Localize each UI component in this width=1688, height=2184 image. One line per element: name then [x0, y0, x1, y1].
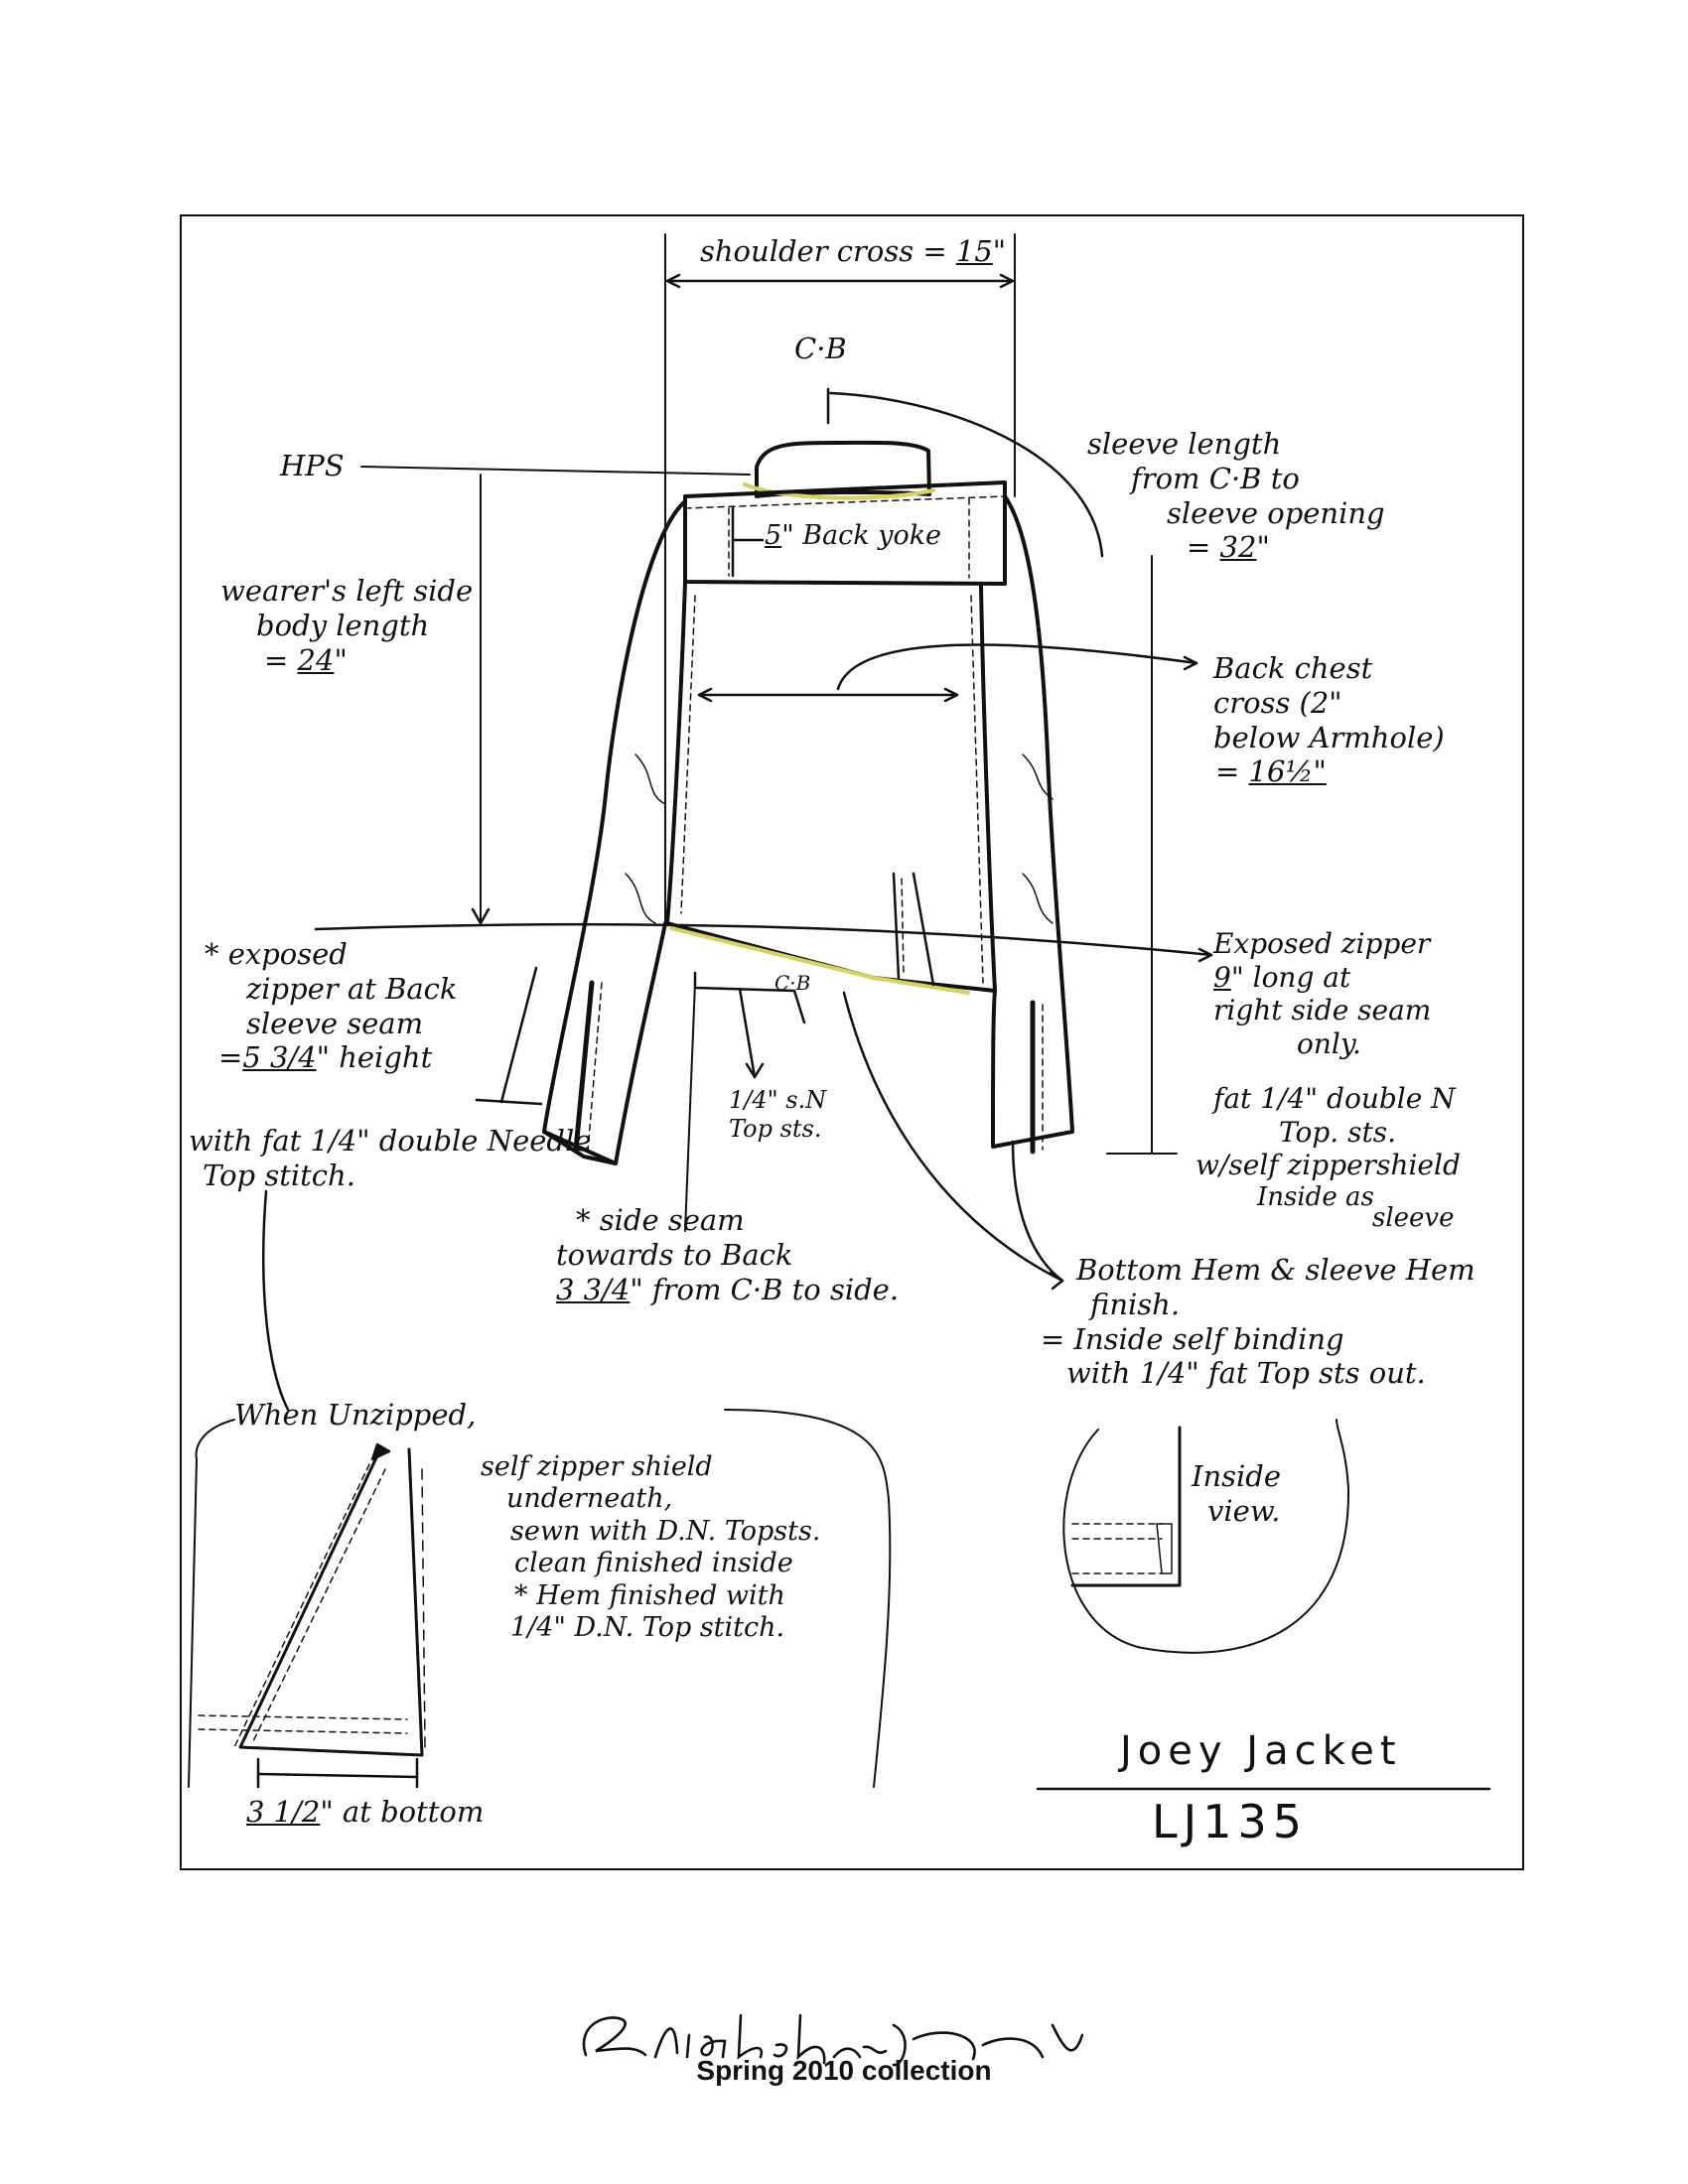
double-needle-line-2: Top stitch. — [203, 1158, 355, 1192]
back-yoke-note — [765, 520, 941, 552]
double-needle-note — [189, 1124, 591, 1193]
top-stitch-line-2: Top. sts. — [1279, 1115, 1396, 1149]
unzipped-line-6: 1/4" D.N. Top stitch. — [510, 1611, 785, 1643]
double-needle-line-1: with fat 1/4" double Needle — [189, 1124, 592, 1158]
sleeve-length-line-1: sleeve length — [1087, 427, 1282, 461]
zipper-shield-line: w/self zippershield — [1196, 1149, 1461, 1182]
exposed-zipper-side-line-1: Exposed zipper — [1213, 927, 1431, 960]
back-chest-line-3: below Armhole) — [1213, 720, 1445, 754]
top-stitch-line-1: fat 1/4" double N — [1213, 1082, 1456, 1115]
hem-finish-line-2: finish. — [1090, 1287, 1181, 1321]
bottom-width-value: 3 1/2 — [246, 1795, 321, 1829]
inside-view-detail — [1063, 1420, 1348, 1653]
body-length-value: 24 — [297, 642, 335, 677]
exposed-zipper-side-unit: " long at — [1230, 960, 1351, 994]
center-back-bottom-label: C·B — [774, 971, 811, 995]
back-chest-value: 16½" — [1248, 754, 1327, 789]
hps-label: HPS — [280, 449, 345, 482]
exposed-zipper-back-unit: " height — [316, 1040, 433, 1075]
single-needle-note — [729, 1086, 826, 1144]
back-chest-note — [1213, 651, 1445, 789]
side-seam-line-1: * side seam — [576, 1203, 745, 1237]
exposed-zipper-back-line-1: * exposed — [205, 937, 348, 971]
exposed-zipper-side-value: 9 — [1213, 960, 1231, 994]
single-needle-line-2: Top sts. — [729, 1114, 822, 1143]
back-chest-line-2: cross (2" — [1213, 685, 1342, 720]
exposed-zipper-side-line-2: right side seam — [1213, 994, 1432, 1027]
side-seam-value: 3 3/4 — [556, 1272, 631, 1306]
body-length-eq: = — [264, 642, 289, 677]
unzipped-line-1: self zipper shield — [481, 1451, 713, 1482]
single-needle-line-1: 1/4" s.N — [729, 1086, 827, 1114]
exposed-zipper-back-line-3: sleeve seam — [246, 1006, 424, 1040]
hem-finish-line-3: = Inside self binding — [1041, 1321, 1344, 1356]
shoulder-cross-unit: " — [992, 234, 1007, 268]
hem-finish-line-4: with 1/4" fat Top sts out. — [1066, 1356, 1426, 1391]
back-chest-line-1: Back chest — [1213, 651, 1373, 685]
unzipped-title: When Unzipped, — [234, 1398, 477, 1432]
back-yoke-value: 5 — [765, 520, 782, 551]
hem-finish-note — [1041, 1253, 1476, 1391]
style-number: LJ135 — [1152, 1795, 1308, 1848]
unzipped-line-4: clean finished inside — [514, 1548, 793, 1579]
exposed-zipper-back-eq: = — [218, 1040, 243, 1075]
sleeve-length-line-3: sleeve opening — [1167, 495, 1385, 530]
zipper-shield-inside-line: Inside as — [1257, 1181, 1374, 1212]
inside-view-line-1: Inside — [1192, 1459, 1282, 1493]
body-length-line-2: body length — [256, 608, 430, 642]
exposed-zipper-side-note — [1213, 927, 1431, 1060]
exposed-zipper-back-note — [205, 937, 458, 1075]
shoulder-cross-value: 15 — [955, 234, 993, 268]
sleeve-length-eq: = — [1187, 530, 1211, 565]
zipper-shield-sleeve-line: sleeve — [1372, 1202, 1455, 1233]
exposed-zipper-back-line-2: zipper at Back — [246, 971, 458, 1006]
shoulder-cross-label: shoulder cross = — [700, 234, 947, 268]
season-label: Spring 2010 collection — [696, 2055, 992, 2086]
side-seam-line-3: " from C·B to side. — [630, 1272, 900, 1306]
body-length-unit: " — [334, 642, 348, 677]
body-length-note — [220, 574, 473, 677]
sleeve-length-unit: " — [1256, 530, 1270, 565]
inside-view-line-2: view. — [1207, 1493, 1281, 1528]
unzipped-line-5: * Hem finished with — [514, 1579, 785, 1611]
body-length-line-1: wearer's left side — [220, 574, 474, 608]
bottom-width-note — [246, 1795, 484, 1830]
center-back-top-label: C·B — [794, 332, 847, 365]
sleeve-length-line-2: from C·B to — [1131, 461, 1300, 495]
exposed-zipper-back-value: 5 3/4 — [242, 1040, 317, 1075]
sleeve-length-note — [1087, 427, 1385, 565]
back-yoke-label: " Back yoke — [781, 520, 942, 551]
hem-finish-line-1: Bottom Hem & sleeve Hem — [1076, 1253, 1476, 1287]
bottom-width-label: " at bottom — [320, 1795, 485, 1829]
shoulder-cross-note — [700, 234, 1006, 269]
back-chest-eq: = — [1215, 754, 1240, 789]
inside-view-label — [1192, 1459, 1281, 1529]
side-seam-note — [556, 1203, 899, 1306]
side-seam-line-2: towards to Back — [556, 1237, 793, 1272]
unzipped-line-2: underneath, — [506, 1483, 673, 1515]
unzipped-note — [481, 1451, 820, 1644]
exposed-zipper-side-line-3: only. — [1297, 1026, 1361, 1060]
top-stitch-note — [1196, 1082, 1461, 1234]
sleeve-length-value: 32 — [1219, 530, 1257, 565]
style-name: Joey Jacket — [1120, 1728, 1402, 1774]
unzipped-line-3: sewn with D.N. Topsts. — [510, 1515, 821, 1547]
